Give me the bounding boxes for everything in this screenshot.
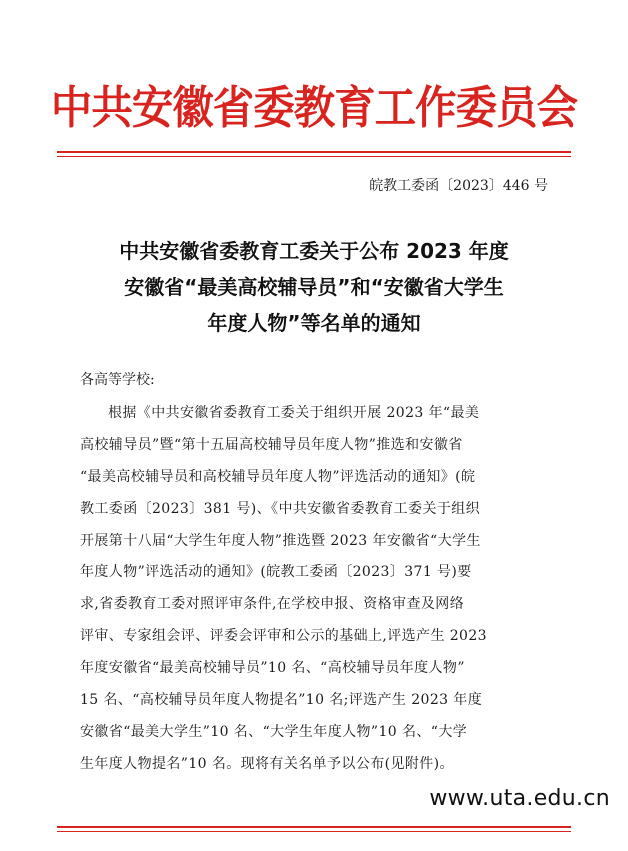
body-line: 求,省委教育工委对照评审条件,在学校申报、资格审查及网络 bbox=[80, 596, 465, 613]
body-line: 生年度人物提名”10 名。现将有关名单予以公布(见附件)。 bbox=[80, 755, 454, 772]
body-line: 15 名、“高校辅导员年度人物提名”10 名;评选产生 2023 年度 bbox=[80, 692, 483, 709]
document-number: 皖教工委函〔2023〕446 号 bbox=[369, 178, 548, 194]
salutation: 各高等学校: bbox=[80, 372, 155, 388]
body-line: “最美高校辅导员和高校辅导员年度人物”评选活动的通知》(皖 bbox=[80, 468, 476, 485]
masthead-title: 中共安徽省委教育工作委员会 bbox=[50, 81, 578, 134]
body-line: 安徽省“最美大学生”10 名、“大学生年度人物”10 名、“大学 bbox=[80, 723, 468, 740]
red-divider-bottom-thick bbox=[57, 826, 571, 828]
body-line: 高校辅导员”暨“第十五届高校辅导员年度人物”推选和安徽省 bbox=[80, 436, 463, 453]
body-line: 开展第十八届“大学生年度人物”推选暨 2023 年安徽省“大学生 bbox=[80, 532, 481, 549]
body-line: 评审、专家组会评、评委会评审和公示的基础上,评选产生 2023 bbox=[80, 628, 487, 645]
red-divider-bottom-thin bbox=[57, 831, 571, 832]
red-divider-top-thin bbox=[57, 156, 571, 157]
body-paragraph bbox=[80, 398, 552, 781]
red-divider-top-thick bbox=[57, 151, 571, 153]
body-line: 根据《中共安徽省委教育工委关于组织开展 2023 年“最美 bbox=[108, 405, 480, 421]
body-line: 教工委函〔2023〕381 号)、《中共安徽省委教育工委关于组织 bbox=[80, 500, 481, 517]
title-line: 安徽省“最美高校辅导员”和“安徽省大学生 bbox=[124, 275, 504, 299]
notice-title bbox=[0, 233, 628, 341]
title-line: 中共安徽省委教育工委关于公布 2023 年度 bbox=[119, 239, 509, 263]
body-line: 年度人物”评选活动的通知》(皖教工委函〔2023〕371 号)要 bbox=[80, 564, 472, 581]
title-line: 年度人物”等名单的通知 bbox=[207, 311, 421, 335]
website-watermark: www.uta.edu.cn bbox=[429, 786, 610, 811]
body-line: 年度安徽省“最美高校辅导员”10 名、“高校辅导员年度人物” bbox=[80, 660, 465, 677]
